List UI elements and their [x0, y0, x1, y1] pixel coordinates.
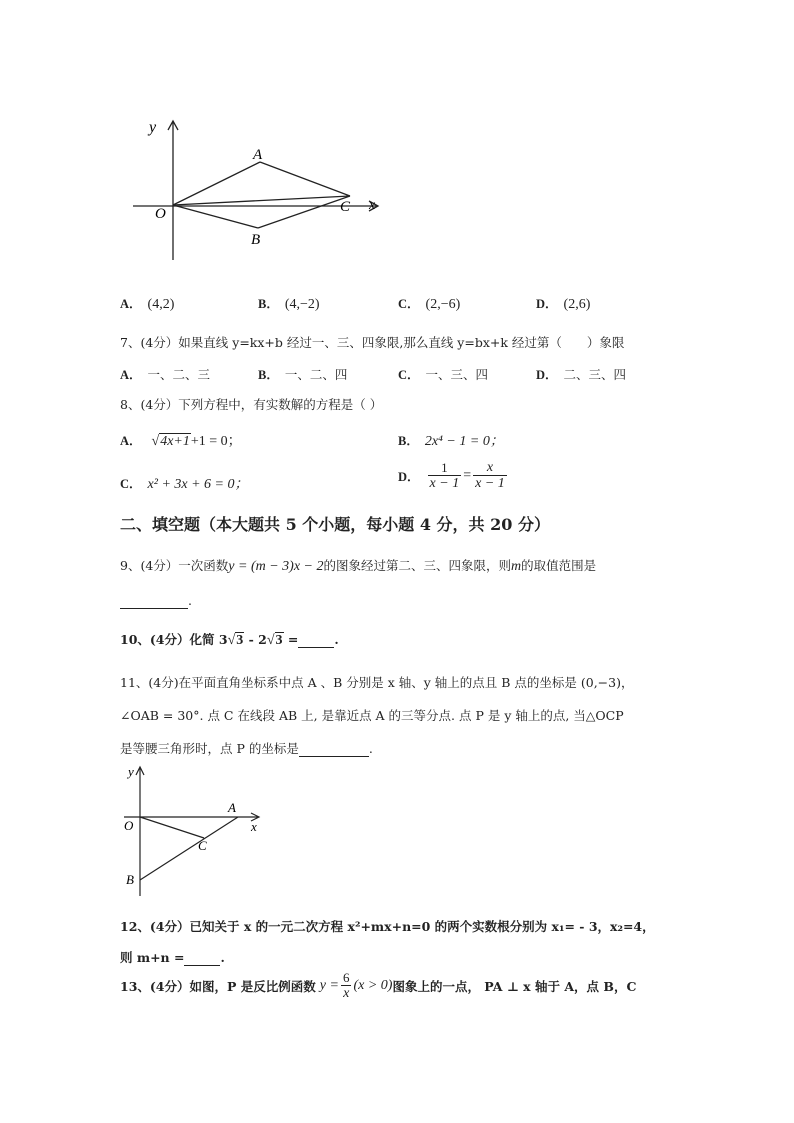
sqrt-3-b: √3 [266, 633, 283, 648]
question-13-text [120, 970, 636, 1001]
q9-end: . [188, 593, 192, 608]
question-12-line-2 [120, 948, 225, 966]
q11-blank[interactable] [299, 741, 369, 757]
option-letter: D． [536, 368, 558, 382]
numerator: x [486, 460, 494, 475]
option-value: 一、二、四 [284, 367, 348, 382]
expr-tail: +1 = 0； [190, 434, 242, 449]
radicand: 4x+1 [160, 434, 190, 449]
q11-line3-prefix: 是等腰三角形时，点 P 的坐标是 [120, 741, 299, 756]
label-o: O [155, 206, 166, 222]
option-letter: B． [258, 297, 279, 311]
q6-option-a[interactable] [120, 294, 174, 313]
option-expression: 2x⁴ − 1 = 0； [424, 434, 504, 449]
label-x: x [251, 819, 257, 834]
question-9-text [120, 556, 596, 575]
q8-option-d[interactable] [398, 460, 509, 491]
q7-option-a[interactable] [120, 365, 210, 383]
denominator: x − 1 [475, 476, 505, 491]
q9-variable: m [511, 559, 522, 574]
q13-fraction [341, 970, 352, 1001]
label-b: B [251, 232, 261, 248]
q12-blank[interactable] [184, 950, 220, 966]
label-y: y [149, 119, 157, 136]
q7-option-d[interactable] [536, 365, 626, 383]
q10-eq: = [283, 632, 299, 647]
option-letter: A． [120, 434, 142, 448]
q13-prefix: 13、(4分）如图，P 是反比例函数 [120, 978, 316, 994]
q9-answer-line[interactable] [120, 593, 192, 609]
label-y: y [128, 764, 134, 779]
q11-end: . [368, 741, 373, 756]
q10-end: . [334, 632, 339, 647]
option-letter: A． [120, 368, 142, 382]
sqrt-expression: √4x+1+1 = 0； [151, 434, 242, 449]
q8-option-b[interactable] [398, 430, 504, 450]
q6-option-c[interactable] [398, 294, 460, 313]
denominator: x − 1 [429, 476, 460, 491]
q7-option-b[interactable] [258, 365, 347, 383]
option-letter: C． [398, 297, 420, 311]
section-2-heading: 二、填空题（本大题共 5 个小题，每小题 4 分，共 20 分） [120, 515, 550, 534]
option-value: 一、二、三 [147, 367, 211, 382]
q13-suffix: 图象上的一点， PA ⊥ x 轴于 A，点 B，C [392, 978, 637, 994]
option-letter: D． [398, 469, 420, 484]
q9-suffix: 的图象经过第二、三、四象限，则 [323, 558, 512, 573]
option-expression: x² + 3x + 6 = 0； [147, 477, 249, 492]
side-ac [260, 162, 350, 196]
option-value: (4,−2) [284, 297, 320, 312]
option-letter: D． [536, 297, 558, 311]
label-c: C [340, 199, 351, 215]
q9-tail: 的取值范围是 [521, 558, 597, 573]
numerator: 1 [441, 460, 448, 475]
q6-option-b[interactable] [258, 294, 320, 313]
radicand: 3 [236, 633, 244, 648]
option-value: 二、三、四 [563, 367, 627, 382]
q9-expression: y = (m − 3)x − 2 [228, 559, 324, 574]
q10-prefix: 10、(4分）化简 3 [120, 632, 228, 647]
question-8-text: 8、(4分）下列方程中，有实数解的方程是（ ） [120, 397, 383, 412]
side-oa [173, 162, 260, 205]
equals-sign: = [463, 467, 472, 483]
option-value: (4,2) [147, 297, 175, 312]
question-11-line-3 [120, 739, 373, 757]
label-b: B [126, 872, 134, 887]
segment-ab [140, 817, 238, 880]
q10-blank[interactable] [298, 632, 334, 648]
q8-option-c[interactable] [120, 473, 249, 493]
side-bc [258, 196, 350, 228]
numerator: 6 [342, 970, 350, 985]
fraction-left [428, 460, 462, 491]
radicand: 3 [275, 633, 283, 648]
question-11-line-2: ∠OAB = 30°. 点 C 在线段 AB 上, 是靠近点 A 的三等分点. 点 P 是 y 轴上的点, 当△OCP [120, 708, 624, 723]
label-x: x [369, 198, 376, 213]
q9-prefix: 9、(4分）一次函数 [120, 558, 229, 573]
label-a: A [228, 800, 236, 815]
option-value: (2,−6) [425, 297, 461, 312]
q6-option-d[interactable] [536, 294, 590, 313]
option-letter: C． [398, 368, 420, 382]
option-value: (2,6) [563, 297, 591, 312]
fraction-right [473, 460, 507, 491]
denominator: x [343, 986, 350, 1001]
label-a: A [253, 147, 263, 163]
q12-end: . [220, 950, 225, 965]
q7-option-c[interactable] [398, 365, 488, 383]
question-10-text [120, 630, 339, 649]
q13-condition: (x > 0) [353, 977, 393, 993]
question-7-text: 7、(4分）如果直线 y=kx+b 经过一、三、四象限,那么直线 y=bx+k 经过第（ ）象限 [120, 335, 625, 350]
option-letter: A． [120, 297, 142, 311]
option-letter: B． [258, 368, 279, 382]
side-ob [173, 205, 258, 228]
q12-line2-prefix: 则 m+n = [120, 950, 185, 965]
q13-y-eq: y = [319, 977, 339, 993]
segment-oc [140, 817, 204, 838]
question-12-line-1: 12、(4分）已知关于 x 的一元二次方程 x²+mx+n=0 的两个实数根分别为 x₁= - 3，x₂=4， [120, 919, 655, 934]
q9-blank[interactable] [120, 593, 188, 609]
option-letter: B． [398, 434, 419, 448]
figure-rhombus [125, 110, 390, 265]
label-c: C [198, 838, 207, 853]
figure-triangle [118, 760, 268, 902]
diagonal-oc [173, 196, 350, 205]
option-value: 一、三、四 [425, 367, 489, 382]
question-11-line-1: 11、(4分)在平面直角坐标系中点 A 、B 分别是 x 轴、y 轴上的点且 B 点的坐标是 (0,−3)， [120, 675, 634, 690]
option-letter: C． [120, 477, 142, 491]
label-o: O [124, 818, 134, 833]
sqrt-3-a: √3 [227, 633, 244, 648]
q10-mid: - 2 [244, 632, 267, 647]
q8-option-a[interactable] [120, 430, 242, 450]
